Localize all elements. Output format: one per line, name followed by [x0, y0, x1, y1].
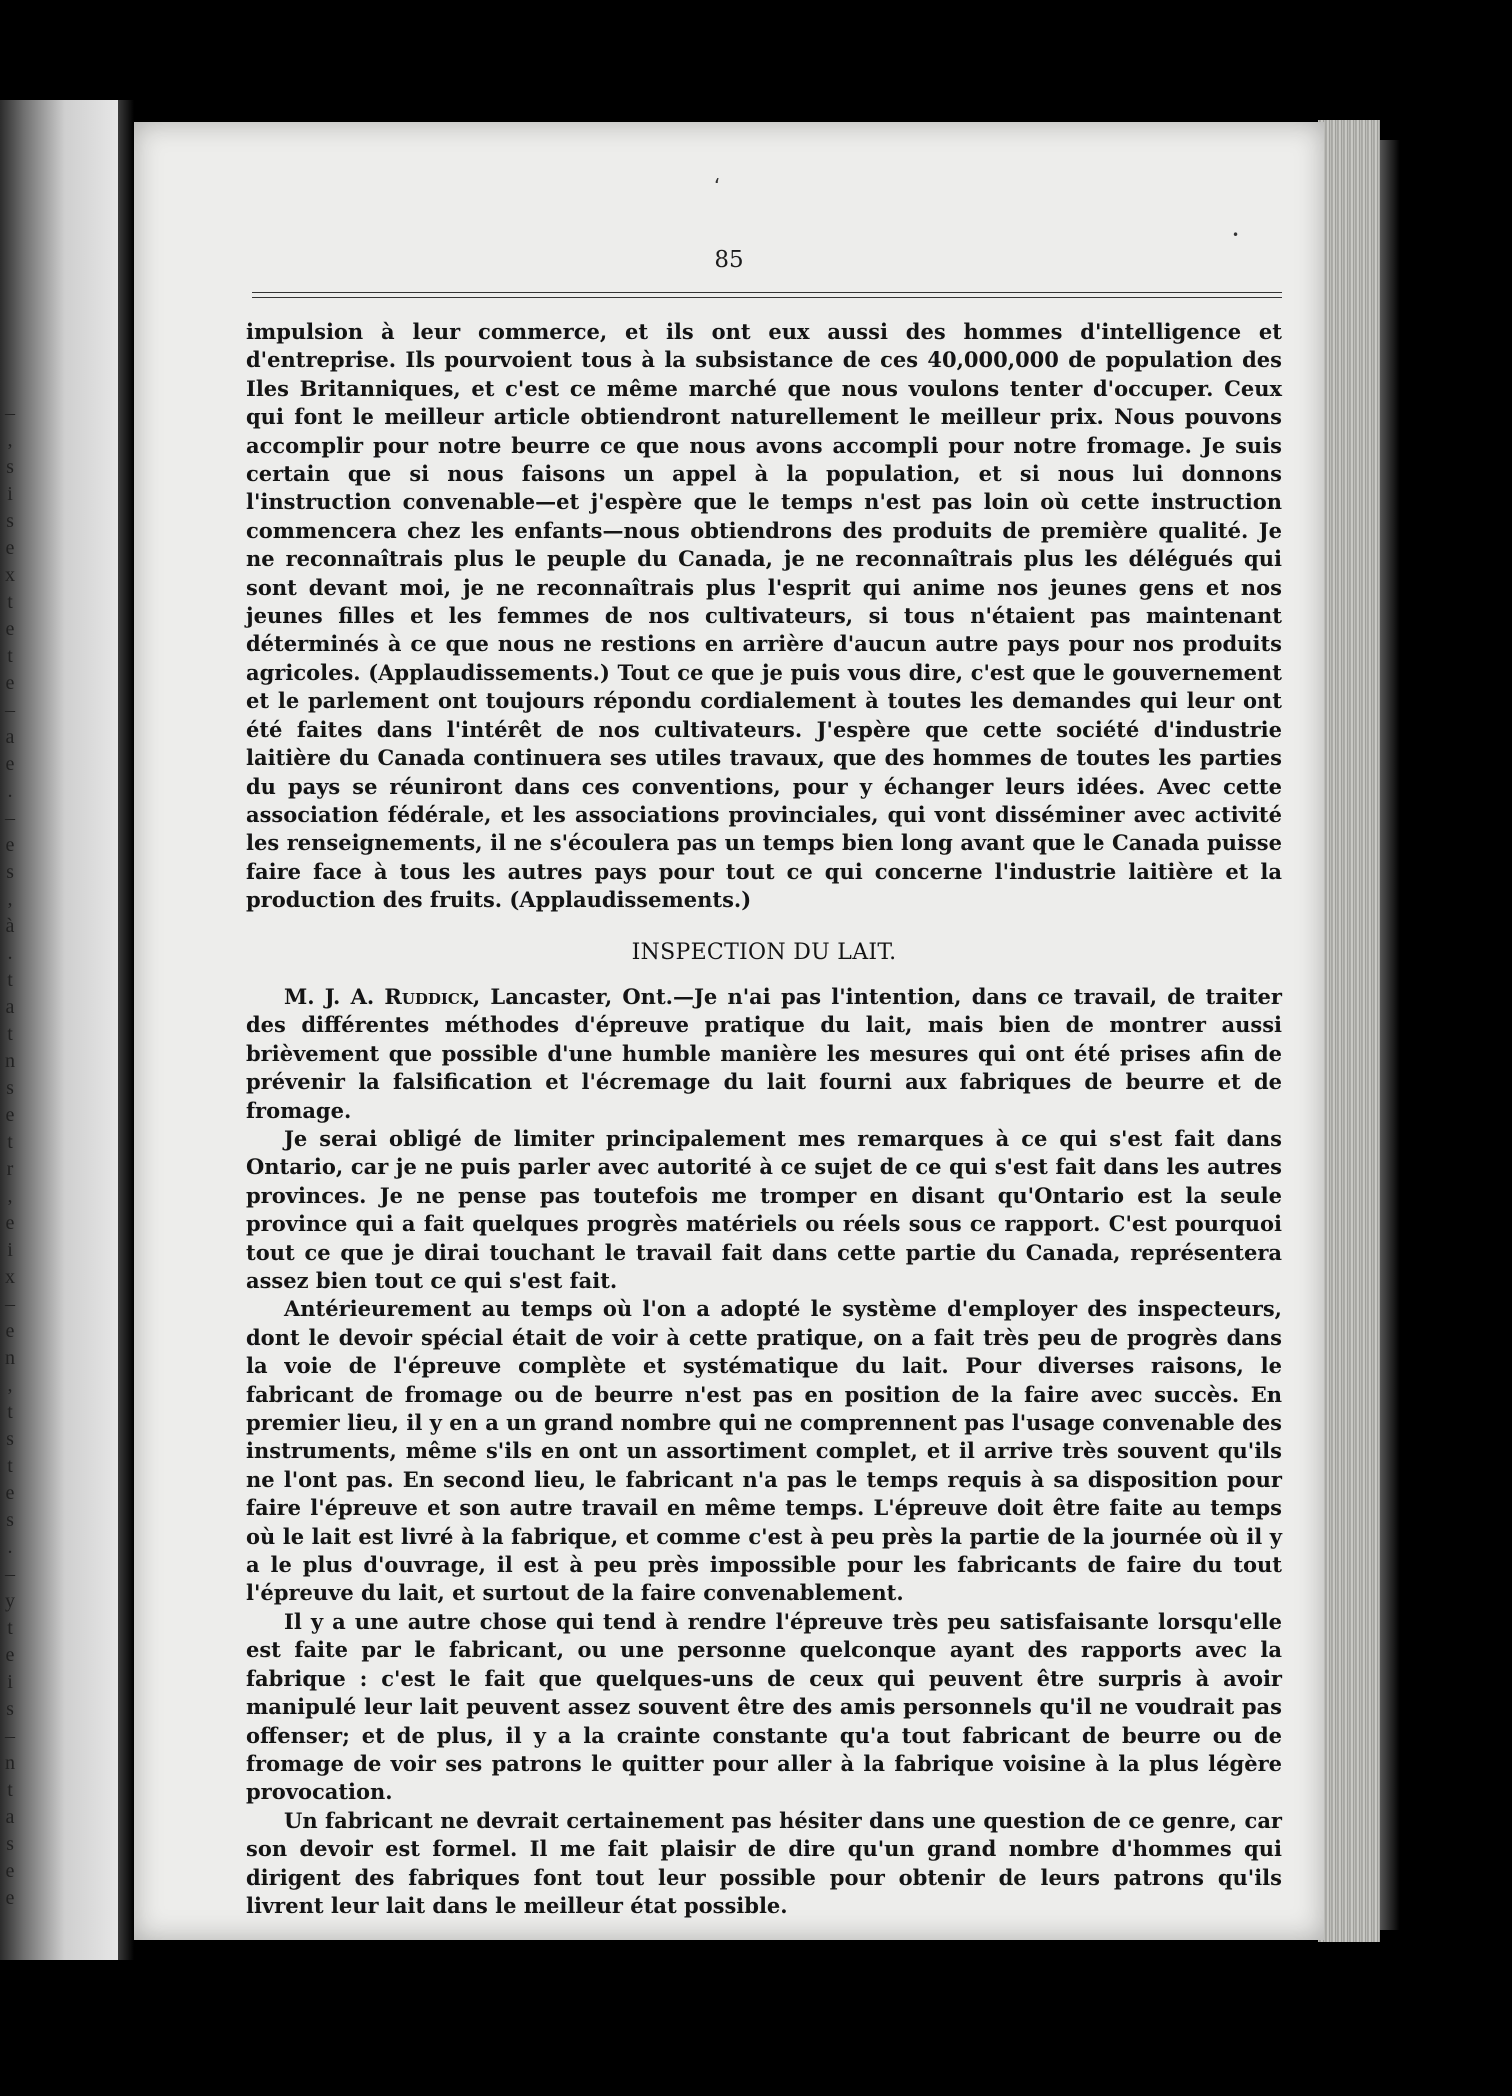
section-heading: INSPECTION DU LAIT. — [631, 939, 897, 965]
paragraph-3: Antérieurement au temps où l'on a adopté le système d'employer des inspecteurs, dont le devoir spécial était de voir à cette pratique, on a fait très peu de progrès dans la voie de l'épreuve complète et systématique du lait. Pour diverses raisons, le fabricant de fromage ou de beurre n'est pas en position de la faire avec succès. En premier lieu, il y en a un grand nombre qui ne comprennent pas l'usage convenable des instruments, même s'ils en ont un assortiment complet, et il arrive très souvent qu'ils ne l'ont pas. En second lieu, le fabricant n'a pas le temps requis à sa disposition pour faire l'épreuve et son autre travail en même temps. L'épreuve doit être faite au temps où le lait est livré à la fabrique, et comme c'est à peu près la partie de la journée où il y a le plus d'ouvrage, il est à peu près impossible pour les fabricants de faire du tout l'épreuve du lait, et surtout de la faire convenablement. — [246, 1296, 1282, 1606]
ink-speck: ‘ — [714, 174, 721, 198]
paragraph-5: Un fabricant ne devrait certainement pas hésiter dans une question de ce genre, car son devoir est formel. Il me fait plaisir de dire qu'un grand nombre d'hommes qui dirigent des fabriques font tout leur possible pour obtenir de leurs patrons qu'ils livrent leur lait dans le meilleur état possible. — [246, 1807, 1282, 1918]
paragraph-2: Je serai obligé de limiter principalement mes remarques à ce qui s'est fait dans Ontario, car je ne puis parler avec autorité à ce sujet de ce qui s'est fait dans les autres provinces. Je ne pense pas toutefois me tromper en disant qu'Ontario est la seule province qui a fait quelques progrès matériels ou réels sous ce rapport. C'est pourquoi tout ce que je dirai touchant le travail fait dans cette partie du Canada, représentera assez bien tout ce qui s'est fait. — [246, 1125, 1282, 1293]
body-text — [246, 318, 1282, 1920]
ink-dot: • — [1232, 228, 1240, 242]
left-page-edge — [0, 100, 118, 1960]
page-stack-edge — [1318, 120, 1380, 1942]
page-stack-shadow — [1380, 140, 1400, 1930]
paragraph-4: Il y a une autre chose qui tend à rendre l'épreuve très peu satisfaisante lorsqu'elle est faite par le fabricant, ou une personne quelconque ayant des rapports avec la fabrique : c'est le fait que quelques-uns de ceux qui peuvent être surpris à avoir manipulé leur lait peuvent assez souvent être des amis personnels qu'il ne voudrait pas offenser; et de plus, il y a la crainte constante qu'a tout fabricant de beurre ou de fromage de voir ses patrons le quitter pour aller à la fabrique voisine à la plus légère provocation. — [246, 1608, 1282, 1805]
intro-paragraph: impulsion à leur commerce, et ils ont eux aussi des hommes d'intelligence et d'entreprise. Ils pourvoient tous à la subsistance de ces 40,000,000 de population des Iles Britanniques, et c'est ce même marché que nous voulons tenter d'occuper. Ceux qui font le meilleur article obtiendront naturellement le meilleur prix. Nous pouvons accomplir pour notre beurre ce que nous avons accompli pour notre fromage. Je suis certain que si nous faisons un appel à la population, et si nous lui donnons l'instruction convenable—et j'espère que le temps n'est pas loin où cette instruction commencera chez les enfants—nous obtiendrons des produits de première qualité. Je ne reconnaîtrais plus le peuple du Canada, je ne reconnaîtrais plus les délégués qui sont devant moi, je ne reconnaîtrais plus l'esprit qui anime nos jeunes gens et nos jeunes filles et les femmes de nos cultivateurs, si tous n'étaient pas maintenant déterminés à ce que nous ne restions en arrière d'aucun autre pays pour nos produits agricoles. (Applaudissements.) Tout ce que je puis vous dire, c'est que le gouvernement et le parlement ont toujours répondu cordialement à toutes les demandes qui leur ont été faites dans l'intérêt de nos cultivateurs. J'espère que cette société d'industrie laitière du Canada continuera ses utiles travaux, que des hommes de toutes les parties du pays se réuniront dans ces conventions, pour y échanger leurs idées. Avec cette association fédérale, et les associations provinciales, qui vont disséminer avec activité les renseignements, il ne s'écoulera pas un temps bien long avant que le Canada puisse faire face à tous les autres pays pour tout ce qui concerne l'industrie laitière et la production des fruits. (Applaudissements.) — [246, 319, 1282, 913]
header-double-rule — [252, 292, 1282, 302]
left-margin-letters: – , s i s e x t e t e – a e . – e s , à . t a t n s e t r , e i x – e n , t s t e s . – y t e i s – n t a s e e — [5, 402, 15, 1909]
paragraph-1-text: , Lancaster, Ont.—Je n'ai pas l'intention, dans ce travail, de traiter des différentes méthodes d'épreuve pratique du lait, mais bien de montrer aussi brièvement que possible d'une humble manière les mesures qui ont été prises afin de prévenir la falsification et l'écremage du lait fourni aux fabriques de beurre et de fromage. — [246, 983, 1282, 1123]
speaker-name: M. J. A. Ruddick — [284, 983, 473, 1009]
paragraph-1 — [246, 983, 1282, 1125]
page-number: 85 — [714, 247, 744, 273]
document-page — [134, 122, 1324, 1940]
book-gutter — [118, 100, 134, 1960]
